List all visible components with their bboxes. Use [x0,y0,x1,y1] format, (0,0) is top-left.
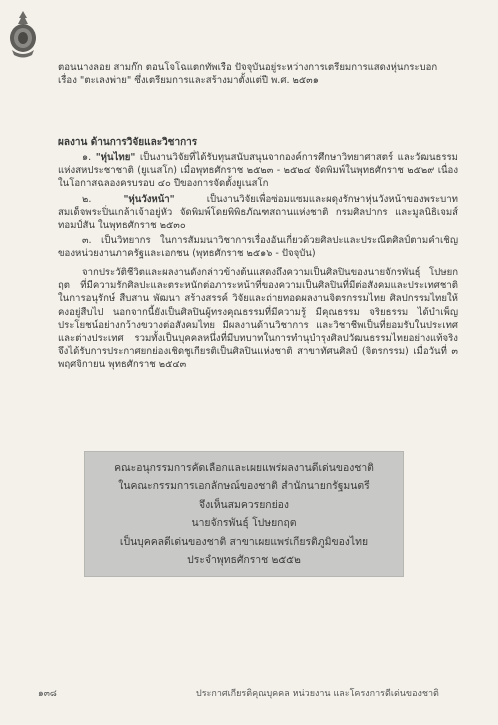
citation-line: จึงเห็นสมควรยกย่อง [198,498,289,511]
biography-paragraph: จากประวัติชีวิตและผลงานดังกล่าวข้างต้นแสดงถึงความเป็นศิลปินของนายจักรพันธุ์ โปษยกฤต ที่มีความรักศิลปะและตระหนักต่อภาระหน้าที่ของความเป็นศิลปินที่มีต่อสังคมและประเทศชาติ ในการอนุรักษ์ สืบสาน พัฒนา สร้างสรรค์ วิจัยและถ่ายทอดผลงานจิตรกรรมไทย ศิลปกรรมไทยให้คงอยู่สืบไป นอกจากนี้ยังเป็นศิลปินผู้ทรงคุณธรรมที่มีความรู้ มีคุณธรรม จริยธรรม ได้บำเพ็ญประโยชน์อย่างกว้างขวางต่อสังคมไทย มีผลงานด้านวิชาการ และวิชาชีพเป็นที่ยอมรับในประเทศและต่างประเทศ รวมทั้งเป็นบุคคลหนึ่งที่มีบทบาทในการทำนุบำรุงศิลปวัฒนธรรมไทยอย่างแท้จริง จึงได้รับการประกาศยกย่องเชิดชูเกียรติเป็นศิลปินแห่งชาติ สาขาทัศนศิลป์ (จิตรกรรม) เมื่อวันที่ ๓ พฤศจิกายน พุทธศักราช ๒๕๔๓ [58,267,458,371]
item-number: ๓. [82,235,92,247]
list-item [58,193,458,233]
research-list [58,151,458,263]
intro-line-2: เรื่อง "ตะเลงพ่าย" ซึ่งเตรียมการและสร้างมาตั้งแต่ปี พ.ศ. ๒๕๓๑ [58,75,319,87]
citation-line: ในคณะกรรมการเอกลักษณ์ของชาติ สำนักนายกรัฐมนตรี [118,480,370,492]
item-title: "หุ่นไทย" [95,152,136,163]
citation-line: เป็นบุคคลดีเด่นของชาติ สาขาเผยแพร่เกียรติภูมิของไทย [119,535,369,548]
list-item [58,151,458,191]
footer-title: ประกาศเกียรติคุณบุคคล หน่วยงาน และโครงการดีเด่นของชาติ [196,689,439,699]
citation-name: นายจักรพันธุ์ โปษยกฤต [191,517,297,529]
citation-year: ประจำพุทธศักราช ๒๕๕๒ [187,554,301,566]
intro-paragraph [58,61,458,87]
item-text: เป็นงานวิจัยเพื่อซ่อมแซมและผดุงรักษาหุ่นวังหน้าของพระบาทสมเด็จพระปิ่นเกล้าเจ้าอยู่หัว จัดพิมพ์โดยพิพิธภัณฑสถานแห่งชาติ กรมศิลปากร และมูลนิธิเจมส์ทอมป์สัน ในพุทธศักราช ๒๕๓๐ [58,193,458,232]
item-text: เป็นวิทยากร ในการสัมมนาวิชาการเรื่องอันเกี่ยวด้วยศิลปะและประณีตศิลป์ตามคำเชิญของหน่วยงานภาครัฐและเอกชน (พุทธศักราช ๒๕๑๖ - ปัจจุบัน) [58,235,458,260]
honor-citation-box [84,451,404,577]
page-number: ๑๓๘ [38,689,57,699]
item-text: เป็นงานวิจัยที่ได้รับทุนสนับสนุนจากองค์การศึกษาวิทยาศาสตร์ และวัฒนธรรมแห่งสหประชาชาติ (ยูเนสโก) เมื่อพุทธศักราช ๒๕๒๓ - ๒๕๒๔ จัดพิมพ์ในพุทธศักราช ๒๕๒๙ เนื่องในโอกาสฉลองครบรอบ ๔๐ ปีของการจัดตั้งยูเนสโก [58,152,458,190]
list-item [58,234,458,260]
item-number: ๑. [82,152,92,163]
section-heading: ผลงาน ด้านการวิจัยและวิชาการ [58,137,198,148]
emblem-seal-icon [8,10,38,58]
item-title: "หุ่นวังหน้า" [123,193,175,205]
citation-line: คณะอนุกรรมการคัดเลือกและเผยแพร่ผลงานดีเด่นของชาติ [114,461,374,474]
item-number: ๒. [82,193,92,205]
intro-line-1: ตอนนางลอย สามก๊ก ตอนโจโฉแตกทัพเรือ ปัจจุบันอยู่ระหว่างการเตรียมการแสดงหุ่นกระบอก [58,62,438,73]
